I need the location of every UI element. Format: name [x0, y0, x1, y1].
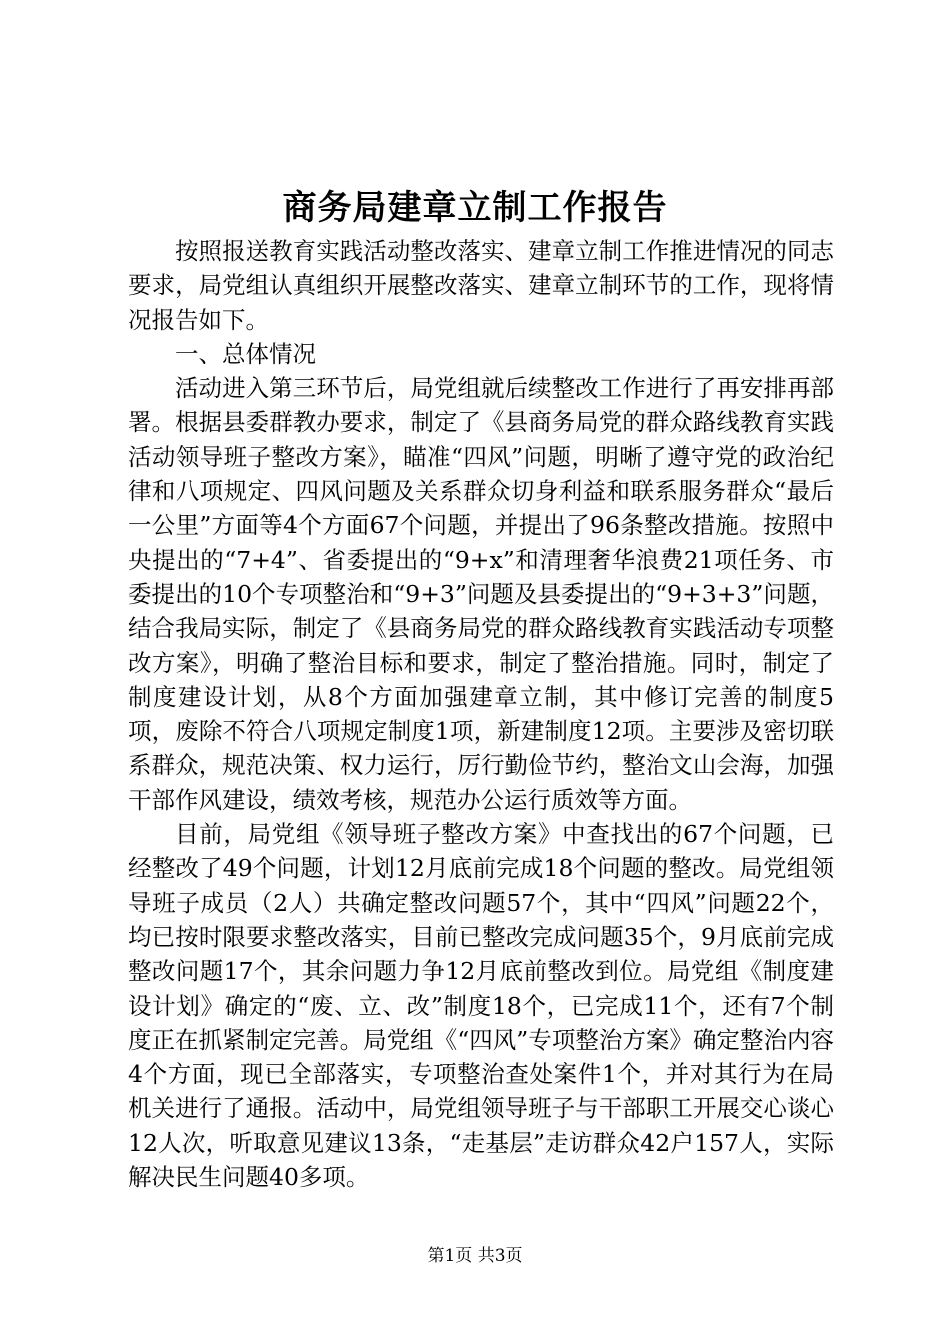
body-paragraph: 目前，局党组《领导班子整改方案》中查找出的67个问题，已经整改了49个问题，计划12月底前完成18个问题的整改。局党组领导班子成员（2人）共确定整改问题57个，其中“四风”问题22个，均已按时限要求整改落实，目前已整改完成问题35个，9月底前完成整改问题17个，其余问题力争12月底前整改到位。局党组《制度建设计划》确定的“废、立、改”制度18个，已完成11个，还有7个制度正在抓紧制定完善。局党组《“四风”专项整治方案》确定整治内容4个方面，现已全部落实，专项整治查处案件1个，并对其行为在局机关进行了通报。活动中，局党组领导班子与干部职工开展交心谈心12人次，听取意见建议13条，“走基层”走访群众42户157人，实际解决民生问题40多项。	[128, 820, 834, 1192]
section-heading: 一、总体情况	[175, 339, 316, 368]
document-title: 商务局建章立制工作报告	[282, 188, 668, 228]
page-number: 第1页 共3页	[427, 1246, 523, 1266]
document-body	[128, 234, 834, 1194]
intro-paragraph: 按照报送教育实践活动整改落实、建章立制工作推进情况的同志要求，局党组认真组织开展整改落实、建章立制环节的工作，现将情况报告如下。	[128, 237, 834, 334]
body-paragraph: 活动进入第三环节后，局党组就后续整改工作进行了再安排再部署。根据县委群教办要求，制定了《县商务局党的群众路线教育实践活动领导班子整改方案》，瞄准“四风”问题，明晰了遵守党的政治纪律和八项规定、四风问题及关系群众切身利益和联系服务群众“最后一公里”方面等4个方面67个问题，并提出了96条整改措施。按照中央提出的“7+4”、省委提出的“9+x”和清理奢华浪费21项任务、市委提出的10个专项整治和“9+3”问题及县委提出的“9+3+3”问题，结合我局实际，制定了《县商务局党的群众路线教育实践活动专项整改方案》，明确了整治目标和要求，制定了整治措施。同时，制定了制度建设计划，从8个方面加强建章立制，其中修订完善的制度5项，废除不符合八项规定制度1项，新建制度12项。主要涉及密切联系群众，规范决策、权力运行，厉行勤俭节约，整治文山会海，加强干部作风建设，绩效考核，规范办公运行质效等方面。	[128, 374, 834, 814]
